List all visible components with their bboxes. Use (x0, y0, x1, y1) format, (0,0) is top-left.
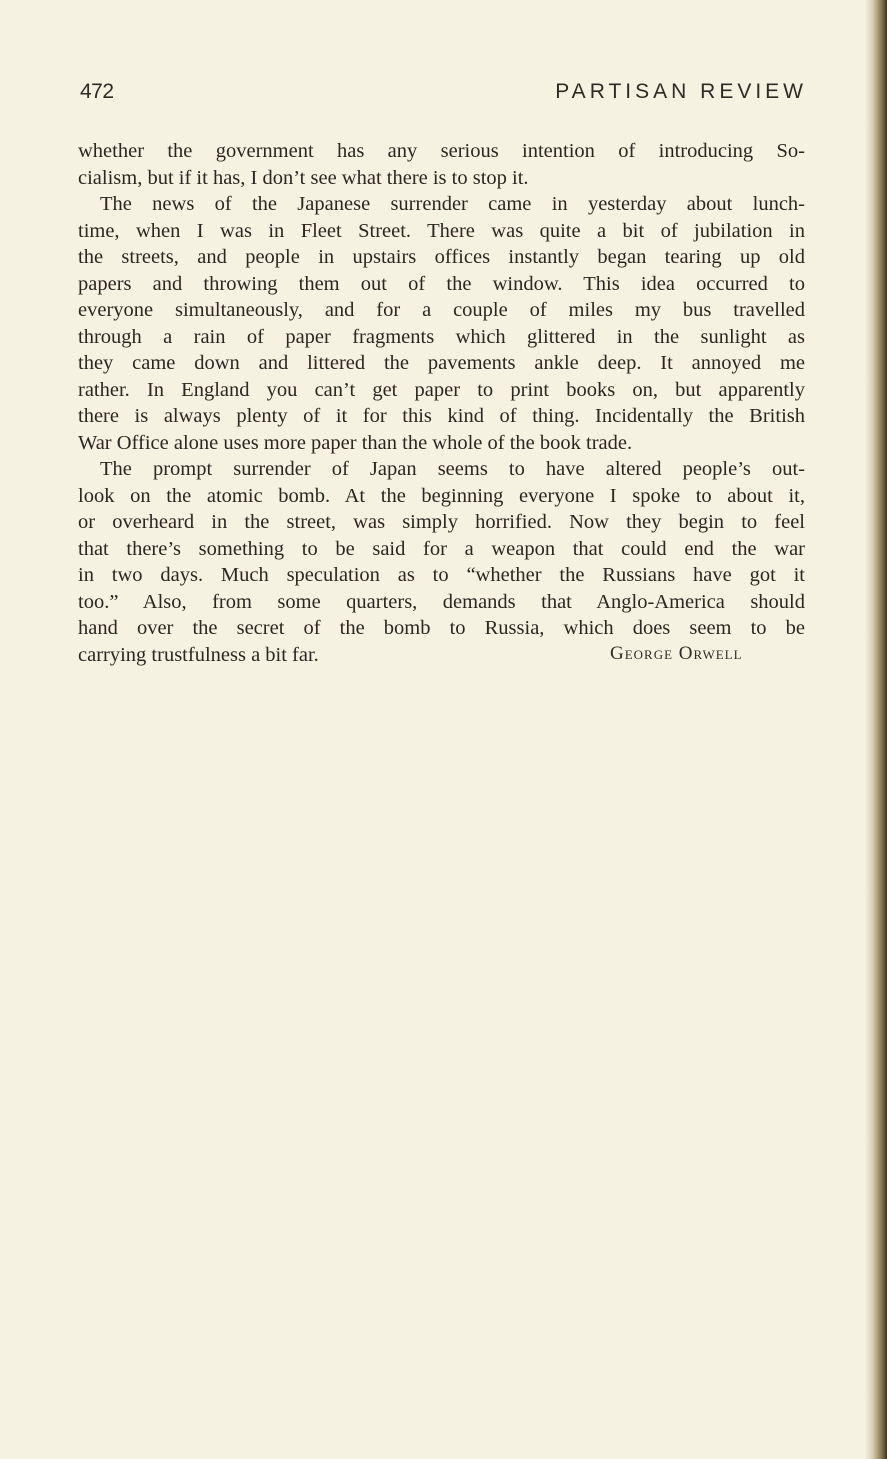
text-line: too.” Also, from some quarters, demands that Anglo-America should (78, 590, 805, 613)
text-line: The prompt surrender of Japan seems to have altered people’s out- (100, 458, 805, 480)
text-line: time, when I was in Fleet Street. There was quite a bit of jubilation in (78, 219, 805, 242)
paragraph (78, 191, 805, 456)
text-line: carrying trustfulness a bit far. (78, 643, 319, 666)
text-line: they came down and littered the pavements ankle deep. It annoyed me (78, 352, 805, 374)
text-line: through a rain of paper fragments which glittered in the sunlight as (78, 325, 805, 348)
text-line: the streets, and people in upstairs offices instantly began tearing up old (78, 246, 805, 268)
text-line: in two days. Much speculation as to “whether the Russians have got it (78, 564, 805, 586)
paragraph (78, 138, 805, 191)
text-line: papers and throwing them out of the window. This idea occurred to (78, 272, 805, 295)
text-line: there is always plenty of it for this kind of thing. Incidentally the British (78, 405, 805, 427)
text-line: The news of the Japanese surrender came in yesterday about lunch- (100, 193, 805, 215)
page-edge-shadow (865, 0, 887, 1459)
paragraph (78, 456, 805, 668)
text-line: hand over the secret of the bomb to Russia, which does seem to be (78, 617, 805, 639)
text-line: cialism, but if it has, I don’t see what there is to stop it. (78, 166, 529, 189)
page-number: 472 (80, 80, 114, 103)
text-line: look on the atomic bomb. At the beginning everyone I spoke to about it, (78, 484, 805, 507)
text-line: everyone simultaneously, and for a couple of miles my bus travelled (78, 299, 805, 321)
text-line: or overheard in the street, was simply horrified. Now they begin to feel (78, 511, 805, 533)
text-line: rather. In England you can’t get paper to print books on, but apparently (78, 378, 805, 401)
running-head: PARTISAN REVIEW (555, 80, 807, 103)
author-signature: George Orwell (610, 643, 743, 664)
text-line: that there’s something to be said for a weapon that could end the war (78, 537, 805, 560)
article-body (78, 138, 805, 668)
text-line: War Office alone uses more paper than the whole of the book trade. (78, 431, 633, 454)
text-line: whether the government has any serious intention of introducing So- (78, 140, 805, 162)
